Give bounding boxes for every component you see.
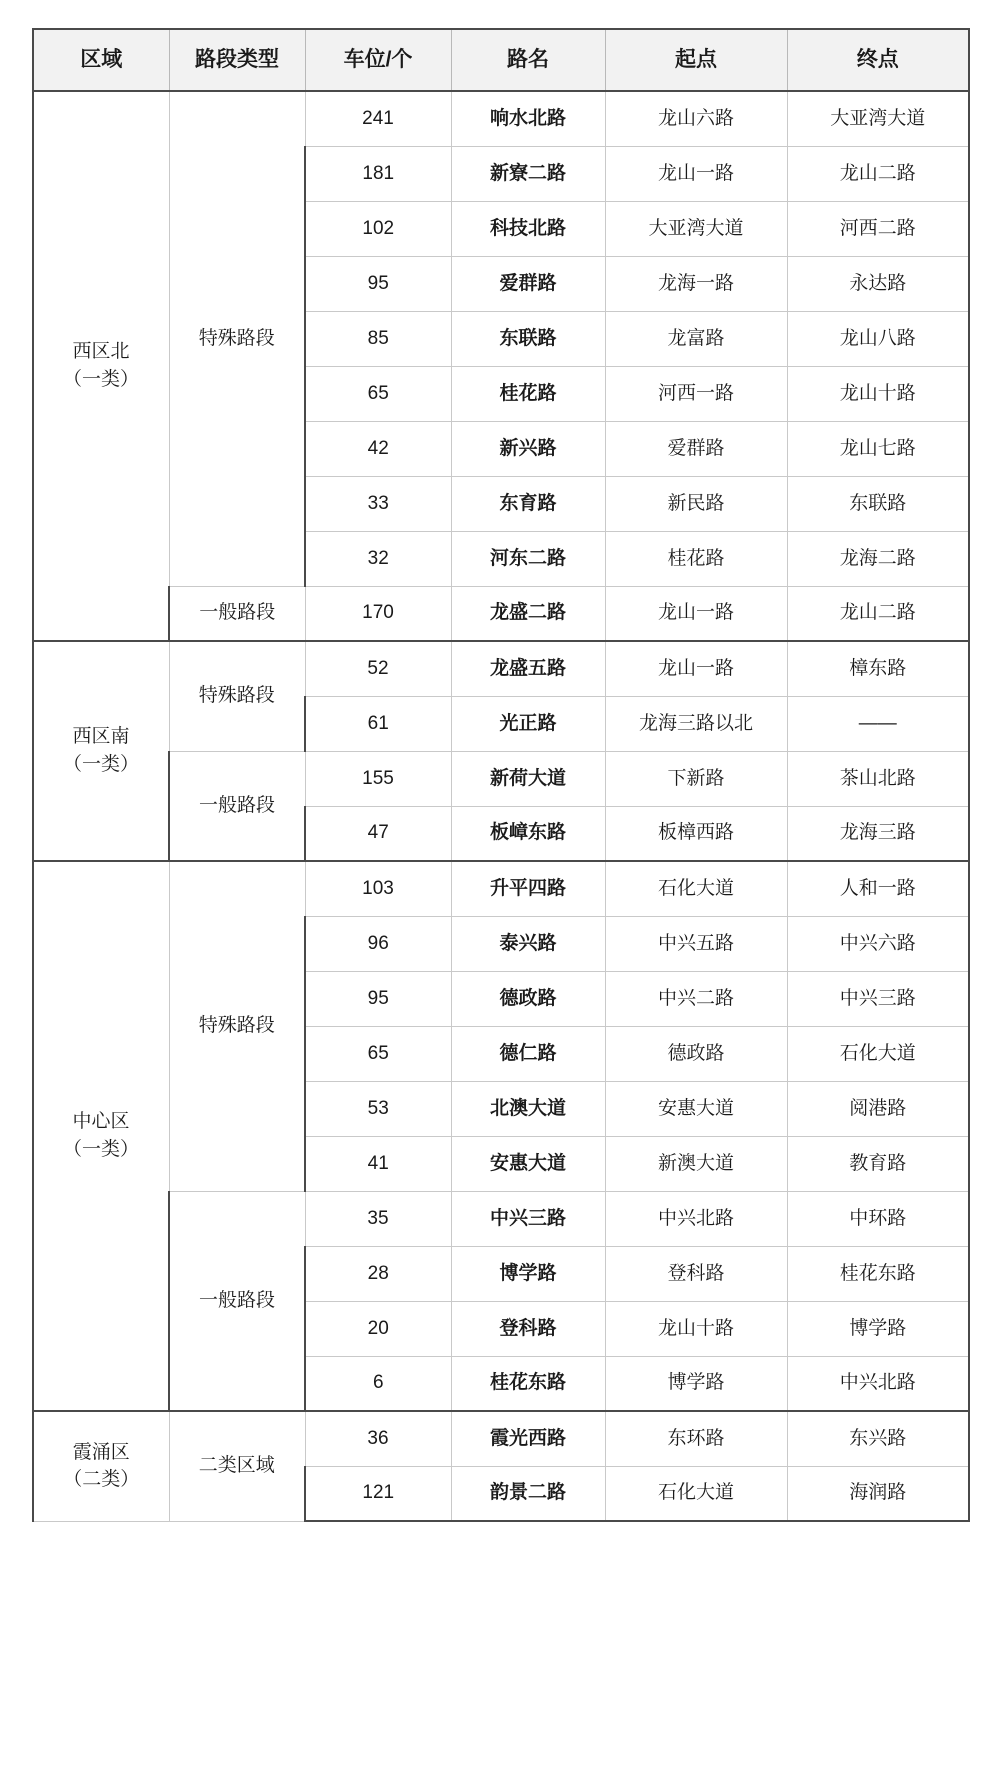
end-point-cell: 龙山八路 — [787, 311, 969, 366]
area-name: 西区北 — [72, 341, 130, 363]
spaces-cell: 53 — [305, 1081, 451, 1136]
road-name-cell: 新荷大道 — [451, 751, 605, 806]
road-name-cell: 东育路 — [451, 476, 605, 531]
spaces-cell: 32 — [305, 531, 451, 586]
road-name-cell: 桂花东路 — [451, 1356, 605, 1411]
spaces-cell: 20 — [305, 1301, 451, 1356]
start-point-cell: 新澳大道 — [605, 1136, 787, 1191]
column-header-road-type: 路段类型 — [169, 29, 305, 91]
table-row — [33, 1191, 969, 1246]
spaces-cell: 103 — [305, 861, 451, 916]
spaces-cell: 36 — [305, 1411, 451, 1466]
road-type-cell: 二类区域 — [169, 1411, 305, 1521]
road-name-cell: 博学路 — [451, 1246, 605, 1301]
road-type-cell: 一般路段 — [169, 751, 305, 861]
column-header-spaces: 车位/个 — [305, 29, 451, 91]
road-name-cell: 安惠大道 — [451, 1136, 605, 1191]
area-cell — [33, 1411, 169, 1521]
end-point-cell: 龙海二路 — [787, 531, 969, 586]
start-point-cell: 龙山六路 — [605, 91, 787, 146]
end-point-cell: 茶山北路 — [787, 751, 969, 806]
road-name-cell: 德仁路 — [451, 1026, 605, 1081]
road-name-cell: 河东二路 — [451, 531, 605, 586]
road-name-cell: 中兴三路 — [451, 1191, 605, 1246]
end-point-cell: 龙山十路 — [787, 366, 969, 421]
start-point-cell: 河西一路 — [605, 366, 787, 421]
spaces-cell: 61 — [305, 696, 451, 751]
spaces-cell: 95 — [305, 971, 451, 1026]
column-header-area: 区域 — [33, 29, 169, 91]
spaces-cell: 28 — [305, 1246, 451, 1301]
end-point-cell: 中环路 — [787, 1191, 969, 1246]
start-point-cell: 石化大道 — [605, 861, 787, 916]
road-name-cell: 德政路 — [451, 971, 605, 1026]
start-point-cell: 中兴二路 — [605, 971, 787, 1026]
start-point-cell: 新民路 — [605, 476, 787, 531]
spaces-cell: 241 — [305, 91, 451, 146]
spaces-cell: 96 — [305, 916, 451, 971]
spaces-cell: 65 — [305, 366, 451, 421]
road-name-cell: 北澳大道 — [451, 1081, 605, 1136]
road-name-cell: 科技北路 — [451, 201, 605, 256]
start-point-cell: 登科路 — [605, 1246, 787, 1301]
road-name-cell: 新寮二路 — [451, 146, 605, 201]
end-point-cell: 海润路 — [787, 1466, 969, 1521]
end-point-cell: 龙山二路 — [787, 586, 969, 641]
spaces-cell: 33 — [305, 476, 451, 531]
road-name-cell: 登科路 — [451, 1301, 605, 1356]
spaces-cell: 6 — [305, 1356, 451, 1411]
area-category: （一类） — [62, 754, 139, 775]
spaces-cell: 47 — [305, 806, 451, 861]
start-point-cell: 龙山一路 — [605, 586, 787, 641]
road-name-cell: 霞光西路 — [451, 1411, 605, 1466]
spaces-cell: 121 — [305, 1466, 451, 1521]
end-point-cell: 桂花东路 — [787, 1246, 969, 1301]
end-point-cell: 河西二路 — [787, 201, 969, 256]
table-row — [33, 641, 969, 696]
end-point-cell: 东联路 — [787, 476, 969, 531]
table-body — [33, 91, 969, 1521]
end-point-cell: 博学路 — [787, 1301, 969, 1356]
end-point-cell: 石化大道 — [787, 1026, 969, 1081]
area-name: 中心区 — [72, 1111, 130, 1133]
table-row — [33, 91, 969, 146]
end-point-cell: 中兴北路 — [787, 1356, 969, 1411]
parking-sections-table — [32, 28, 970, 1522]
start-point-cell: 下新路 — [605, 751, 787, 806]
start-point-cell: 龙山一路 — [605, 641, 787, 696]
table-row — [33, 861, 969, 916]
spaces-cell: 181 — [305, 146, 451, 201]
area-cell — [33, 641, 169, 861]
start-point-cell: 大亚湾大道 — [605, 201, 787, 256]
road-name-cell: 桂花路 — [451, 366, 605, 421]
spaces-cell: 85 — [305, 311, 451, 366]
start-point-cell: 板樟西路 — [605, 806, 787, 861]
road-type-cell: 特殊路段 — [169, 91, 305, 586]
start-point-cell: 东环路 — [605, 1411, 787, 1466]
spaces-cell: 35 — [305, 1191, 451, 1246]
column-header-start: 起点 — [605, 29, 787, 91]
end-point-cell: —— — [787, 696, 969, 751]
start-point-cell: 龙山一路 — [605, 146, 787, 201]
spaces-cell: 155 — [305, 751, 451, 806]
start-point-cell: 中兴北路 — [605, 1191, 787, 1246]
spaces-cell: 41 — [305, 1136, 451, 1191]
spaces-cell: 170 — [305, 586, 451, 641]
end-point-cell: 教育路 — [787, 1136, 969, 1191]
road-type-cell: 特殊路段 — [169, 861, 305, 1191]
end-point-cell: 中兴六路 — [787, 916, 969, 971]
spaces-cell: 65 — [305, 1026, 451, 1081]
table-row — [33, 1411, 969, 1466]
area-category: （一类） — [62, 1139, 139, 1160]
road-name-cell: 东联路 — [451, 311, 605, 366]
start-point-cell: 龙海三路以北 — [605, 696, 787, 751]
end-point-cell: 樟东路 — [787, 641, 969, 696]
road-name-cell: 板嶂东路 — [451, 806, 605, 861]
end-point-cell: 龙海三路 — [787, 806, 969, 861]
end-point-cell: 永达路 — [787, 256, 969, 311]
start-point-cell: 桂花路 — [605, 531, 787, 586]
table-row — [33, 586, 969, 641]
spaces-cell: 95 — [305, 256, 451, 311]
road-name-cell: 龙盛五路 — [451, 641, 605, 696]
column-header-end: 终点 — [787, 29, 969, 91]
end-point-cell: 大亚湾大道 — [787, 91, 969, 146]
start-point-cell: 博学路 — [605, 1356, 787, 1411]
end-point-cell: 东兴路 — [787, 1411, 969, 1466]
road-name-cell: 新兴路 — [451, 421, 605, 476]
road-type-cell: 一般路段 — [169, 586, 305, 641]
spaces-cell: 52 — [305, 641, 451, 696]
area-category: （二类） — [63, 1469, 140, 1491]
area-name: 西区南 — [72, 726, 130, 748]
road-name-cell: 龙盛二路 — [451, 586, 605, 641]
start-point-cell: 龙富路 — [605, 311, 787, 366]
header-row — [33, 29, 969, 91]
area-cell — [33, 91, 169, 641]
road-type-cell: 一般路段 — [169, 1191, 305, 1411]
end-point-cell: 中兴三路 — [787, 971, 969, 1026]
end-point-cell: 人和一路 — [787, 861, 969, 916]
end-point-cell: 阅港路 — [787, 1081, 969, 1136]
end-point-cell: 龙山七路 — [787, 421, 969, 476]
road-name-cell: 爱群路 — [451, 256, 605, 311]
end-point-cell: 龙山二路 — [787, 146, 969, 201]
start-point-cell: 中兴五路 — [605, 916, 787, 971]
road-name-cell: 光正路 — [451, 696, 605, 751]
spaces-cell: 102 — [305, 201, 451, 256]
start-point-cell: 龙海一路 — [605, 256, 787, 311]
road-name-cell: 升平四路 — [451, 861, 605, 916]
column-header-road-name: 路名 — [451, 29, 605, 91]
road-name-cell: 泰兴路 — [451, 916, 605, 971]
start-point-cell: 安惠大道 — [605, 1081, 787, 1136]
area-cell — [33, 861, 169, 1411]
spaces-cell: 42 — [305, 421, 451, 476]
road-name-cell: 响水北路 — [451, 91, 605, 146]
table-header — [33, 29, 969, 91]
start-point-cell: 龙山十路 — [605, 1301, 787, 1356]
area-category: （一类） — [62, 369, 139, 390]
table-row — [33, 751, 969, 806]
start-point-cell: 爱群路 — [605, 421, 787, 476]
start-point-cell: 德政路 — [605, 1026, 787, 1081]
road-name-cell: 韵景二路 — [451, 1466, 605, 1521]
start-point-cell: 石化大道 — [605, 1466, 787, 1521]
area-name: 霞涌区 — [72, 1441, 130, 1463]
road-type-cell: 特殊路段 — [169, 641, 305, 751]
